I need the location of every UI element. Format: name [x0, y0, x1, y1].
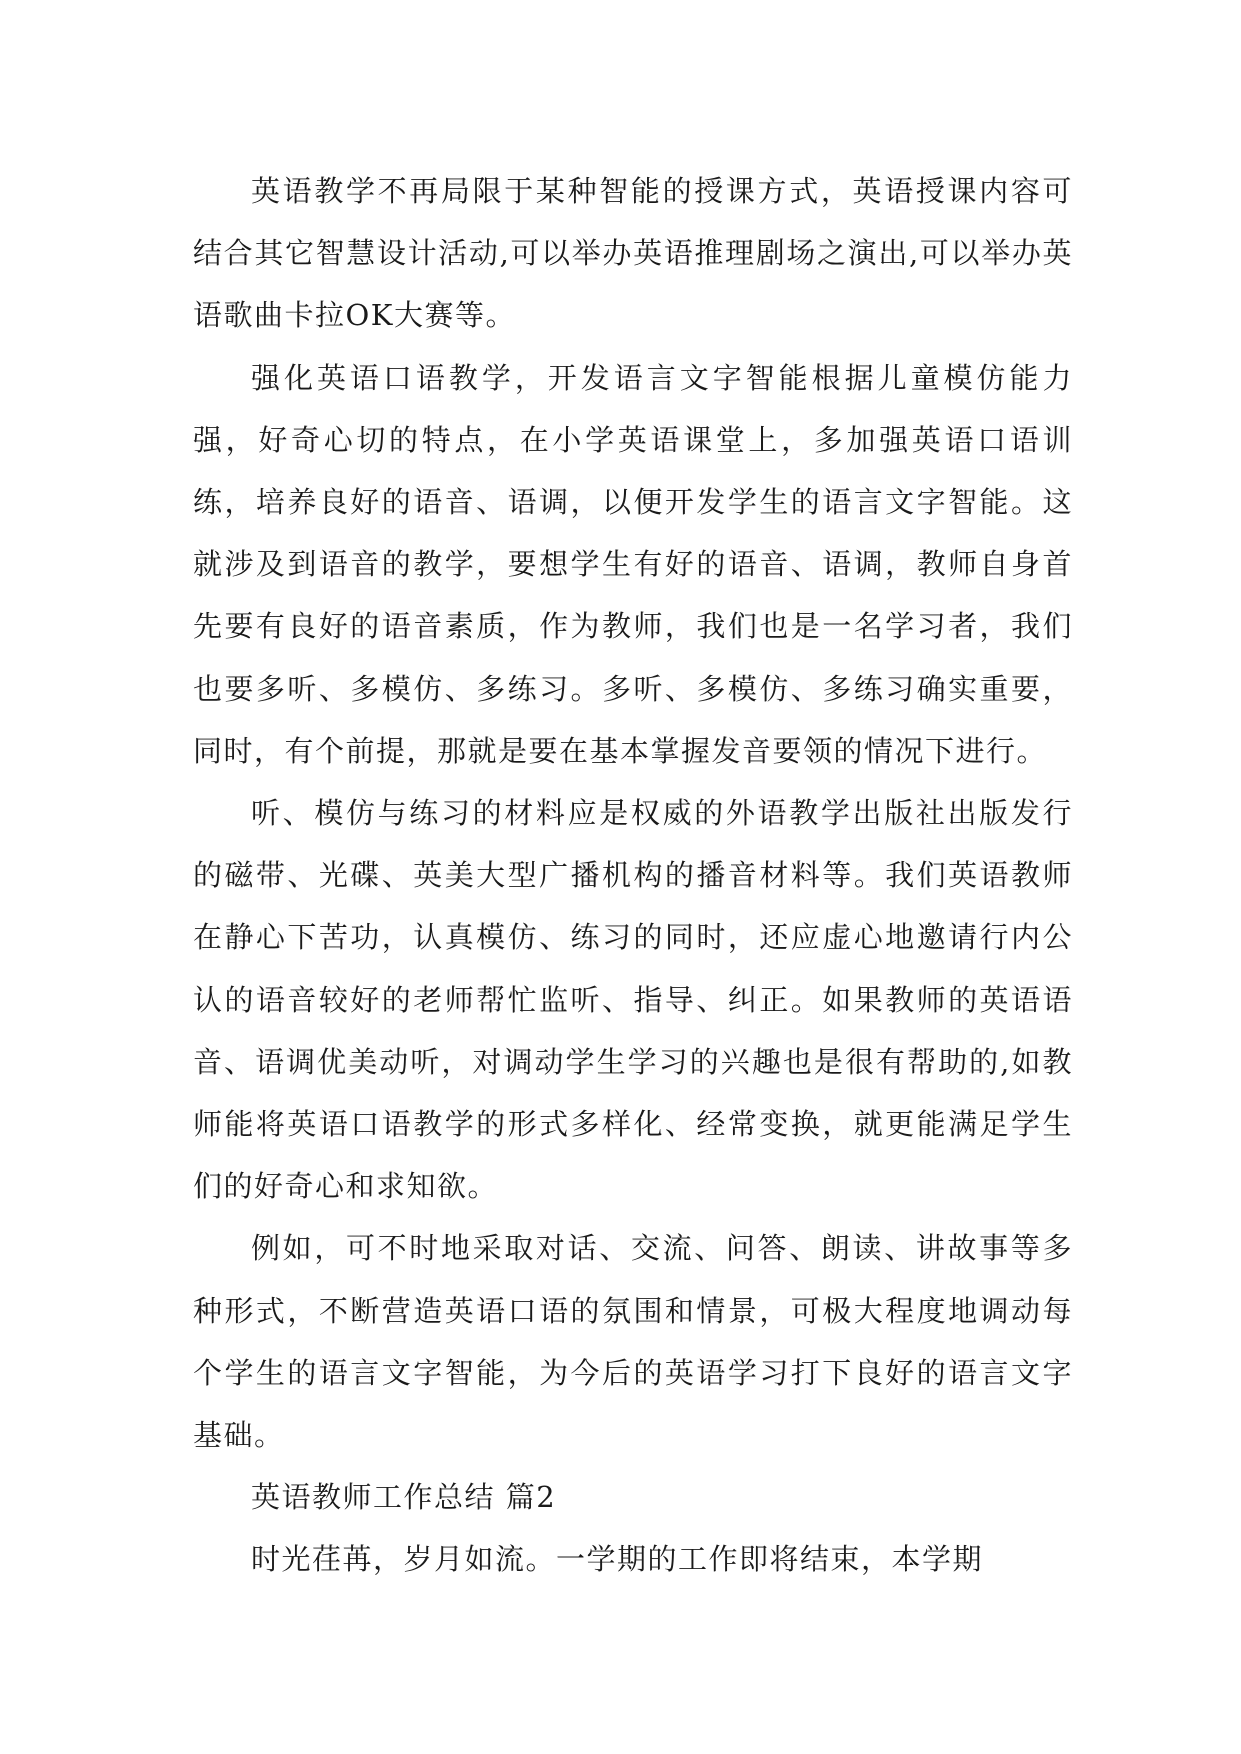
paragraph-3: 听、模仿与练习的材料应是权威的外语教学出版社出版发行的磁带、光碟、英美大型广播机构的播音材料等。我们英语教师在静心下苦功，认真模仿、练习的同时，还应虚心地邀请行内公认的语音较好的老师帮忙监听、指导、纠正。如果教师的英语语音、语调优美动听，对调动学生学习的兴趣也是很有帮助的,如教师能将英语口语教学的形式多样化、经常变换，就更能满足学生们的好奇心和求知欲。	[193, 796, 1073, 1204]
document-body	[193, 160, 1073, 1591]
paragraph-4: 例如，可不时地采取对话、交流、问答、朗读、讲故事等多种形式，不断营造英语口语的氛围和情景，可极大程度地调动每个学生的语言文字智能，为今后的英语学习打下良好的语言文字基础。	[193, 1231, 1073, 1453]
paragraph-1: 英语教学不再局限于某种智能的授课方式，英语授课内容可结合其它智慧设计活动,可以举办英语推理剧场之演出,可以举办英语歌曲卡拉OK大赛等。	[193, 174, 1073, 333]
paragraph-5: 时光荏苒，岁月如流。一学期的工作即将结束，本学期	[251, 1542, 984, 1577]
section-heading: 英语教师工作总结 篇2	[251, 1480, 557, 1515]
paragraph-2: 强化英语口语教学，开发语言文字智能根据儿童模仿能力强，好奇心切的特点，在小学英语课堂上，多加强英语口语训练，培养良好的语音、语调，以便开发学生的语言文字智能。这就涉及到语音的教学，要想学生有好的语音、语调，教师自身首先要有良好的语音素质，作为教师，我们也是一名学习者，我们也要多听、多模仿、多练习。多听、多模仿、多练习确实重要，同时，有个前提，那就是要在基本掌握发音要领的情况下进行。	[193, 360, 1073, 768]
